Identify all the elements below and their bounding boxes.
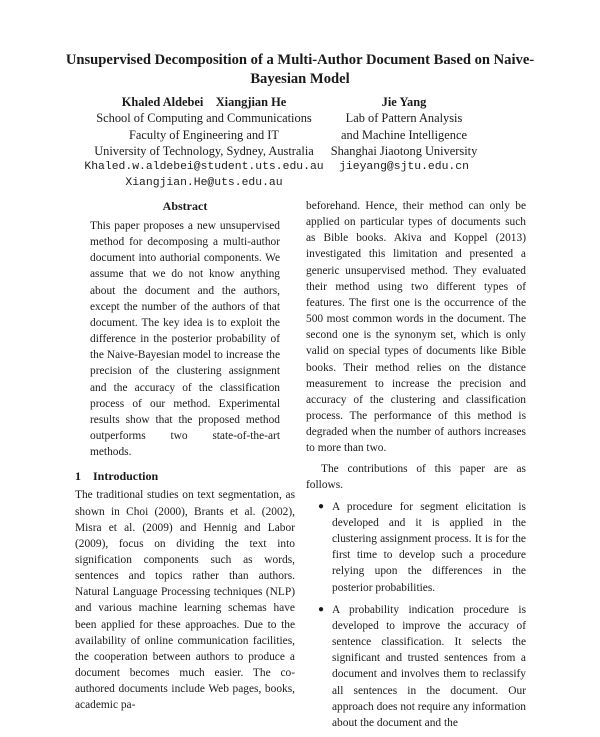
abstract-text: This paper proposes a new unsupervised method for decomposing a multi-author document into authorial components. We assume that we do not know anything about the document and the authors, except the number of the authors of that document. The key idea is to exploit the difference in the posterior probability of the Naive-Bayesian model to increase the precision of the clustering assignment and the accuracy of the classification process of our method. Experimental results show that the proposed method outperforms two state-of-the-art methods.: [90, 220, 280, 459]
list-item-text: A procedure for segment elicitation is developed and it is applied in the clustering assignment process. It is for the first time to develop such a procedure relying upon the differences in the posterior probabilities.: [332, 500, 526, 594]
abstract-heading: Abstract: [162, 199, 208, 213]
section-title: Introduction: [93, 469, 159, 484]
paper-title: Unsupervised Decomposition of a Multi-Author Document Based on Naive-Bayesian Model: [65, 52, 535, 87]
author-column-left: [74, 94, 334, 192]
intro-paragraph: The traditional studies on text segmentation, as shown in Choi (2000), Brants et al. (2002), Misra et al. (2009) and Hennig and Labor (2009), focus on dividing the text into signification components such as words, sentences and topics rather than authors. Natural Language Processing techniques (NLP) and various machine learning schemas have been applied for these approaches. Due to the availability of online communication facilities, the cooperation between authors to produce a document becomes much easier. The co-authored documents include Web pages, books, academic pa-: [75, 489, 295, 712]
bullet-icon: ●: [318, 500, 325, 512]
affiliation-line: Faculty of Engineering and IT: [128, 127, 280, 142]
author-names-left: Khaled Aldebei Xiangjian He: [121, 95, 287, 109]
contributions-list: [306, 499, 526, 731]
affiliation-line: School of Computing and Communications: [96, 111, 312, 126]
author-email: Xiangjian.He@uts.edu.au: [125, 177, 283, 190]
body-paragraph: beforehand. Hence, their method can only be applied on particular types of documents such as Bible books. Akiva and Koppel (2013) investigated this limitation and presented a generic unsupervised method. They evaluated their method using two different types of features. The first one is the occurrence of the 500 most common words in the document. The second one is the synonym set, which is only valid on special types of documents like Bible books. Their method relies on the distance measurement to increase the precision and accuracy of the clustering and classification process. The performance of this method is degraded when the number of authors increases to more than two.: [306, 200, 526, 455]
list-item-text: A probability indication procedure is developed to improve the accuracy of sentence classification. It selects the significant and trusted sentences from a document and involves them to reclassify all sentences in the document. Our approach does not require any information about the document and the: [332, 603, 526, 729]
affiliation-line: Shanghai Jiaotong University: [330, 143, 478, 158]
affiliation-line: University of Technology, Sydney, Australia: [94, 143, 314, 158]
list-item: [306, 602, 526, 731]
affiliation-line: and Machine Intelligence: [341, 127, 467, 142]
affiliation-line: Lab of Pattern Analysis: [345, 111, 463, 126]
author-email: Khaled.w.aldebei@student.uts.edu.au: [84, 161, 324, 174]
author-email: jieyang@sjtu.edu.cn: [339, 161, 469, 174]
bullet-icon: ●: [318, 603, 325, 615]
list-item: [306, 499, 526, 596]
author-column-right: [329, 94, 479, 175]
left-column: [75, 198, 295, 714]
contributions-intro: The contributions of this paper are as follows.: [306, 462, 526, 491]
section-number: 1: [75, 469, 81, 484]
author-name-right: Jie Yang: [381, 95, 427, 109]
right-column: [306, 198, 526, 737]
section-heading: [75, 468, 295, 484]
